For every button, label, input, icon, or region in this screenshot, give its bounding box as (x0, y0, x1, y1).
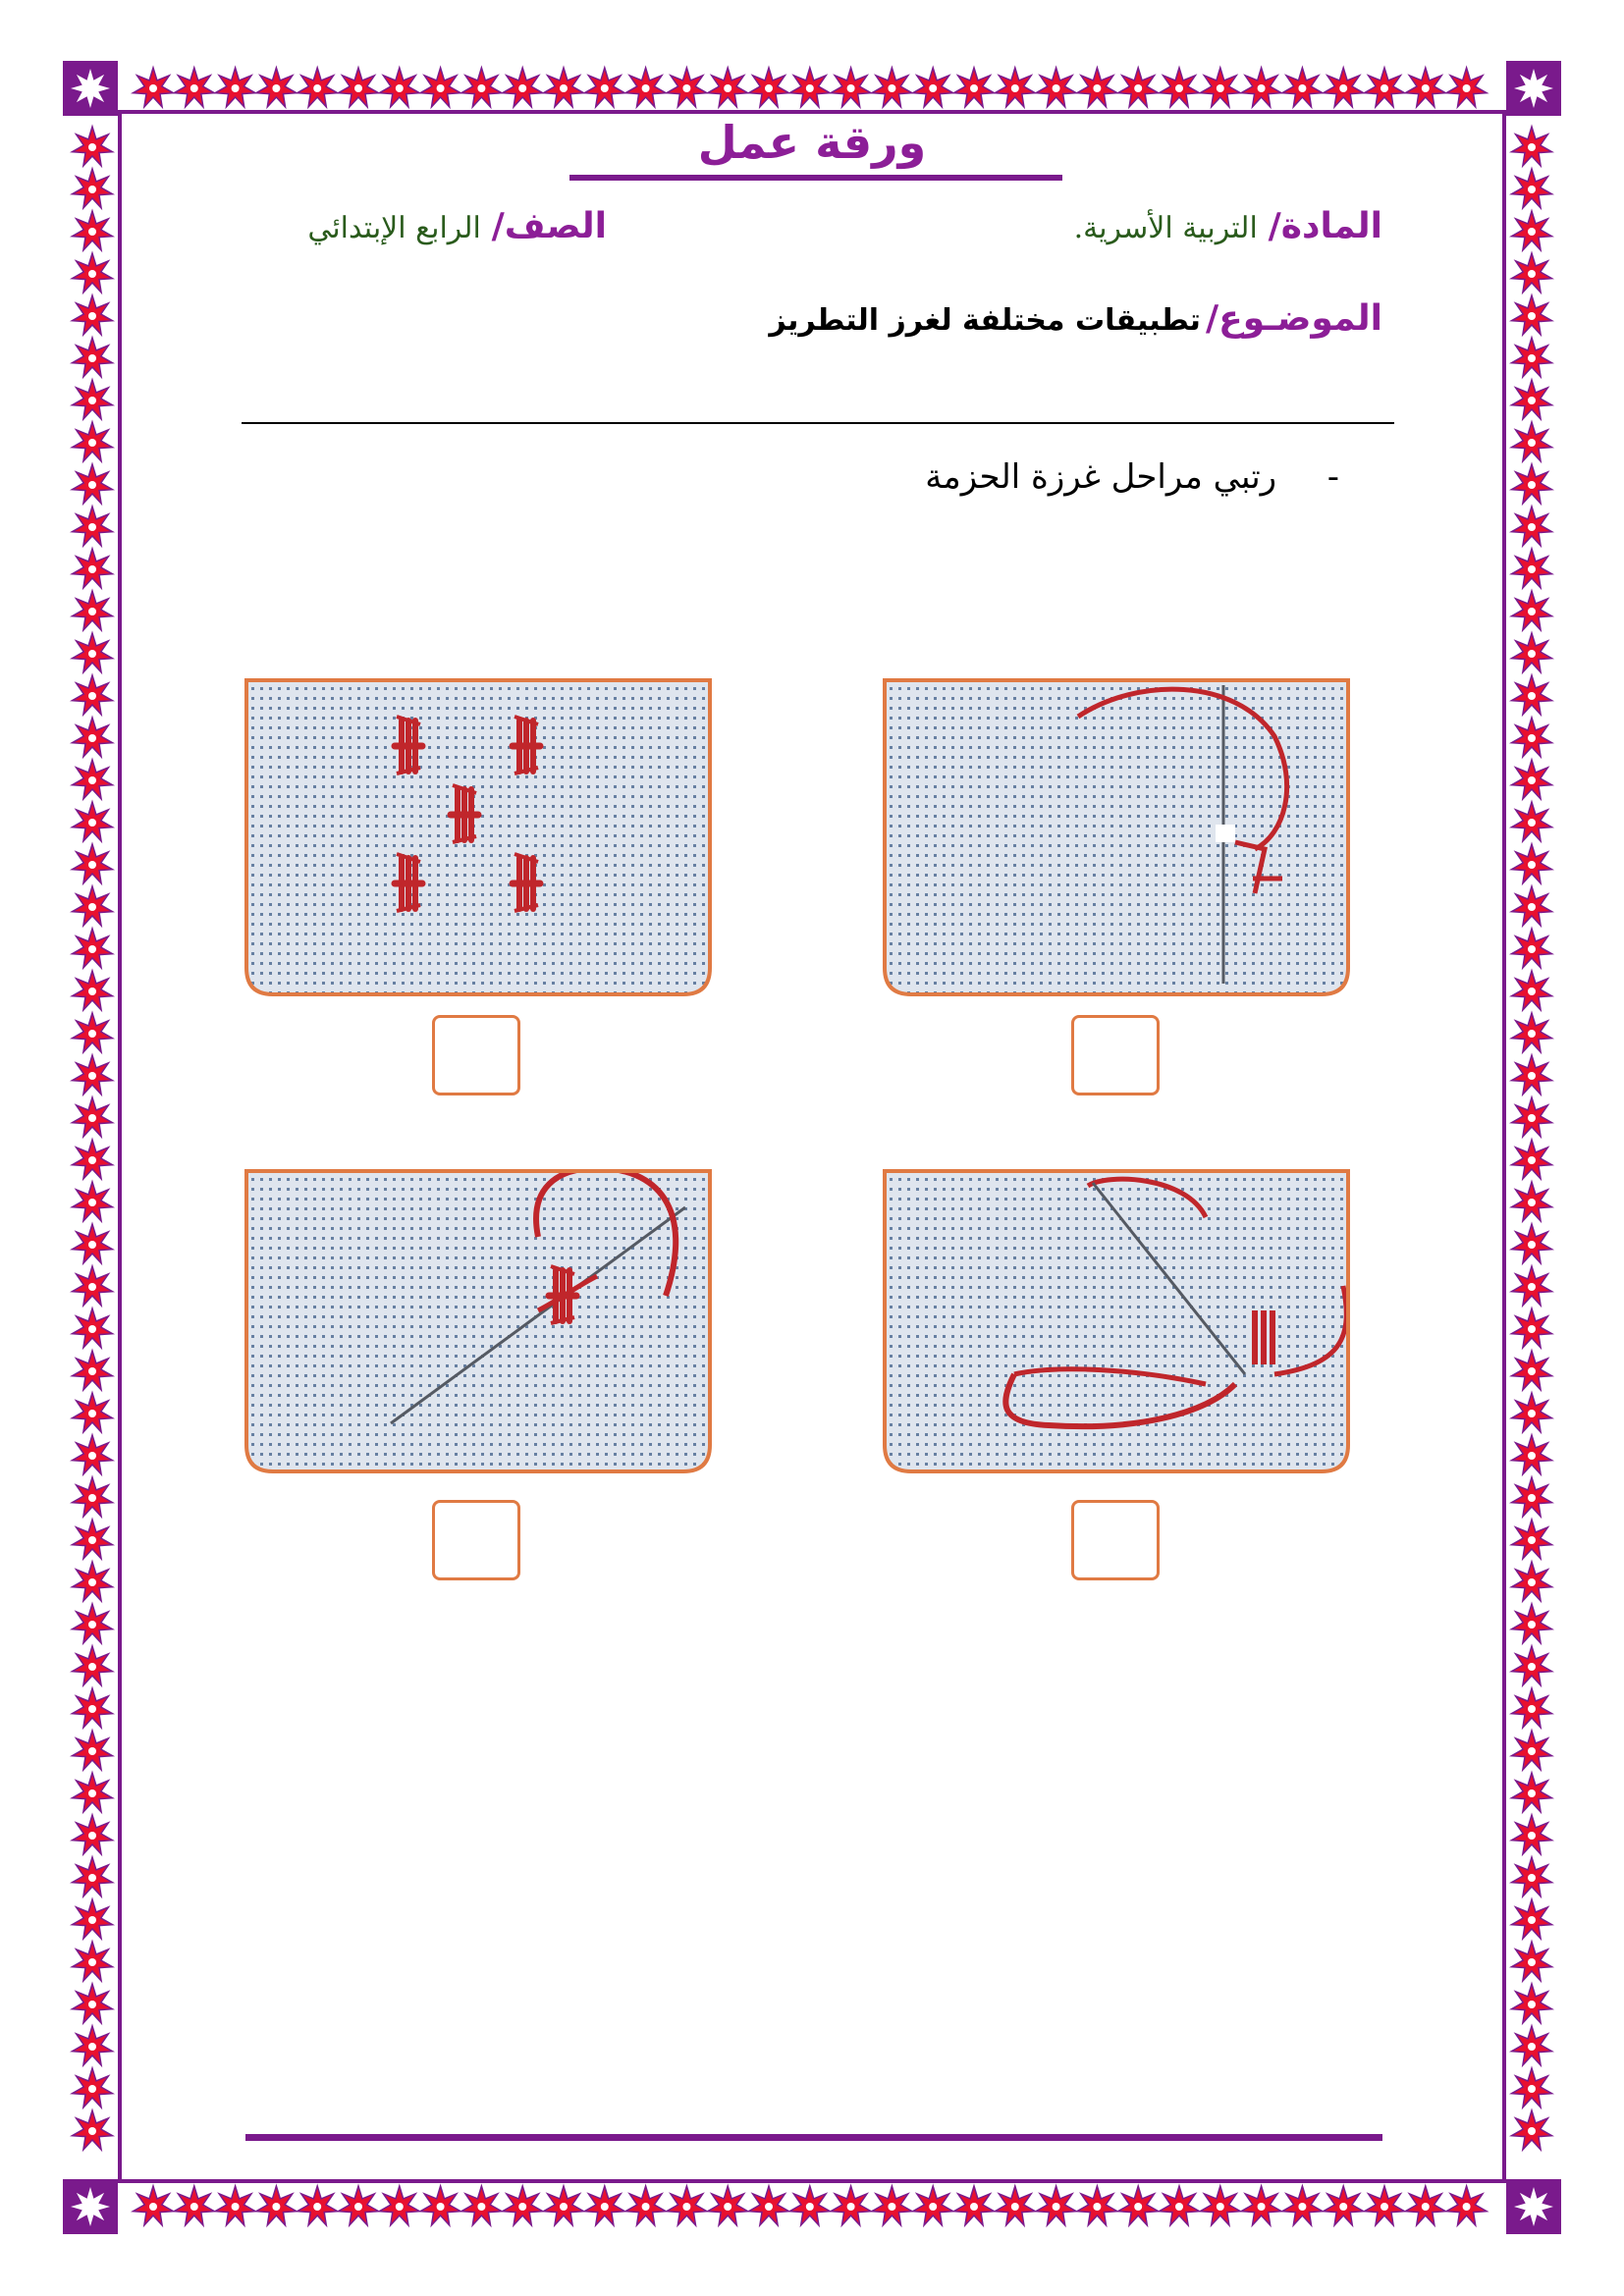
instruction-dash: - (1326, 457, 1339, 497)
subject-line (1074, 206, 1382, 246)
grade-line (307, 206, 607, 246)
instruction-line (925, 457, 1339, 497)
answer-box-2[interactable] (432, 1015, 520, 1095)
stitch-step-image-3 (882, 1168, 1351, 1474)
subject-value: التربية الأسرية. (1073, 211, 1258, 245)
grade-label: الصف/ (491, 206, 607, 246)
star-border-bottom (59, 2177, 1565, 2236)
topic-value: تطبيقات مختلفة لغرز التطريز (769, 303, 1201, 338)
stitch-step-image-4 (244, 1168, 713, 1474)
worksheet-title: ورقة عمل (697, 116, 927, 169)
star-border-top (59, 59, 1565, 118)
footer-line (245, 2134, 1382, 2141)
title-underline (569, 175, 1062, 181)
star-border-left (65, 118, 120, 2177)
topic-line (769, 298, 1382, 339)
grade-value: الرابع الإبتدائي (307, 211, 481, 245)
header-separator (242, 422, 1394, 424)
stitch-step-image-1 (882, 677, 1351, 997)
instruction-text: رتبي مراحل غرزة الحزمة (925, 457, 1277, 497)
answer-box-4[interactable] (432, 1500, 520, 1580)
subject-label: المادة/ (1268, 206, 1382, 246)
answer-box-3[interactable] (1071, 1500, 1160, 1580)
answer-box-1[interactable] (1071, 1015, 1160, 1095)
inner-frame (118, 110, 1506, 2183)
stitch-step-image-2 (244, 677, 713, 997)
star-border-right (1504, 118, 1559, 2177)
topic-label: الموضـوع/ (1206, 298, 1382, 339)
